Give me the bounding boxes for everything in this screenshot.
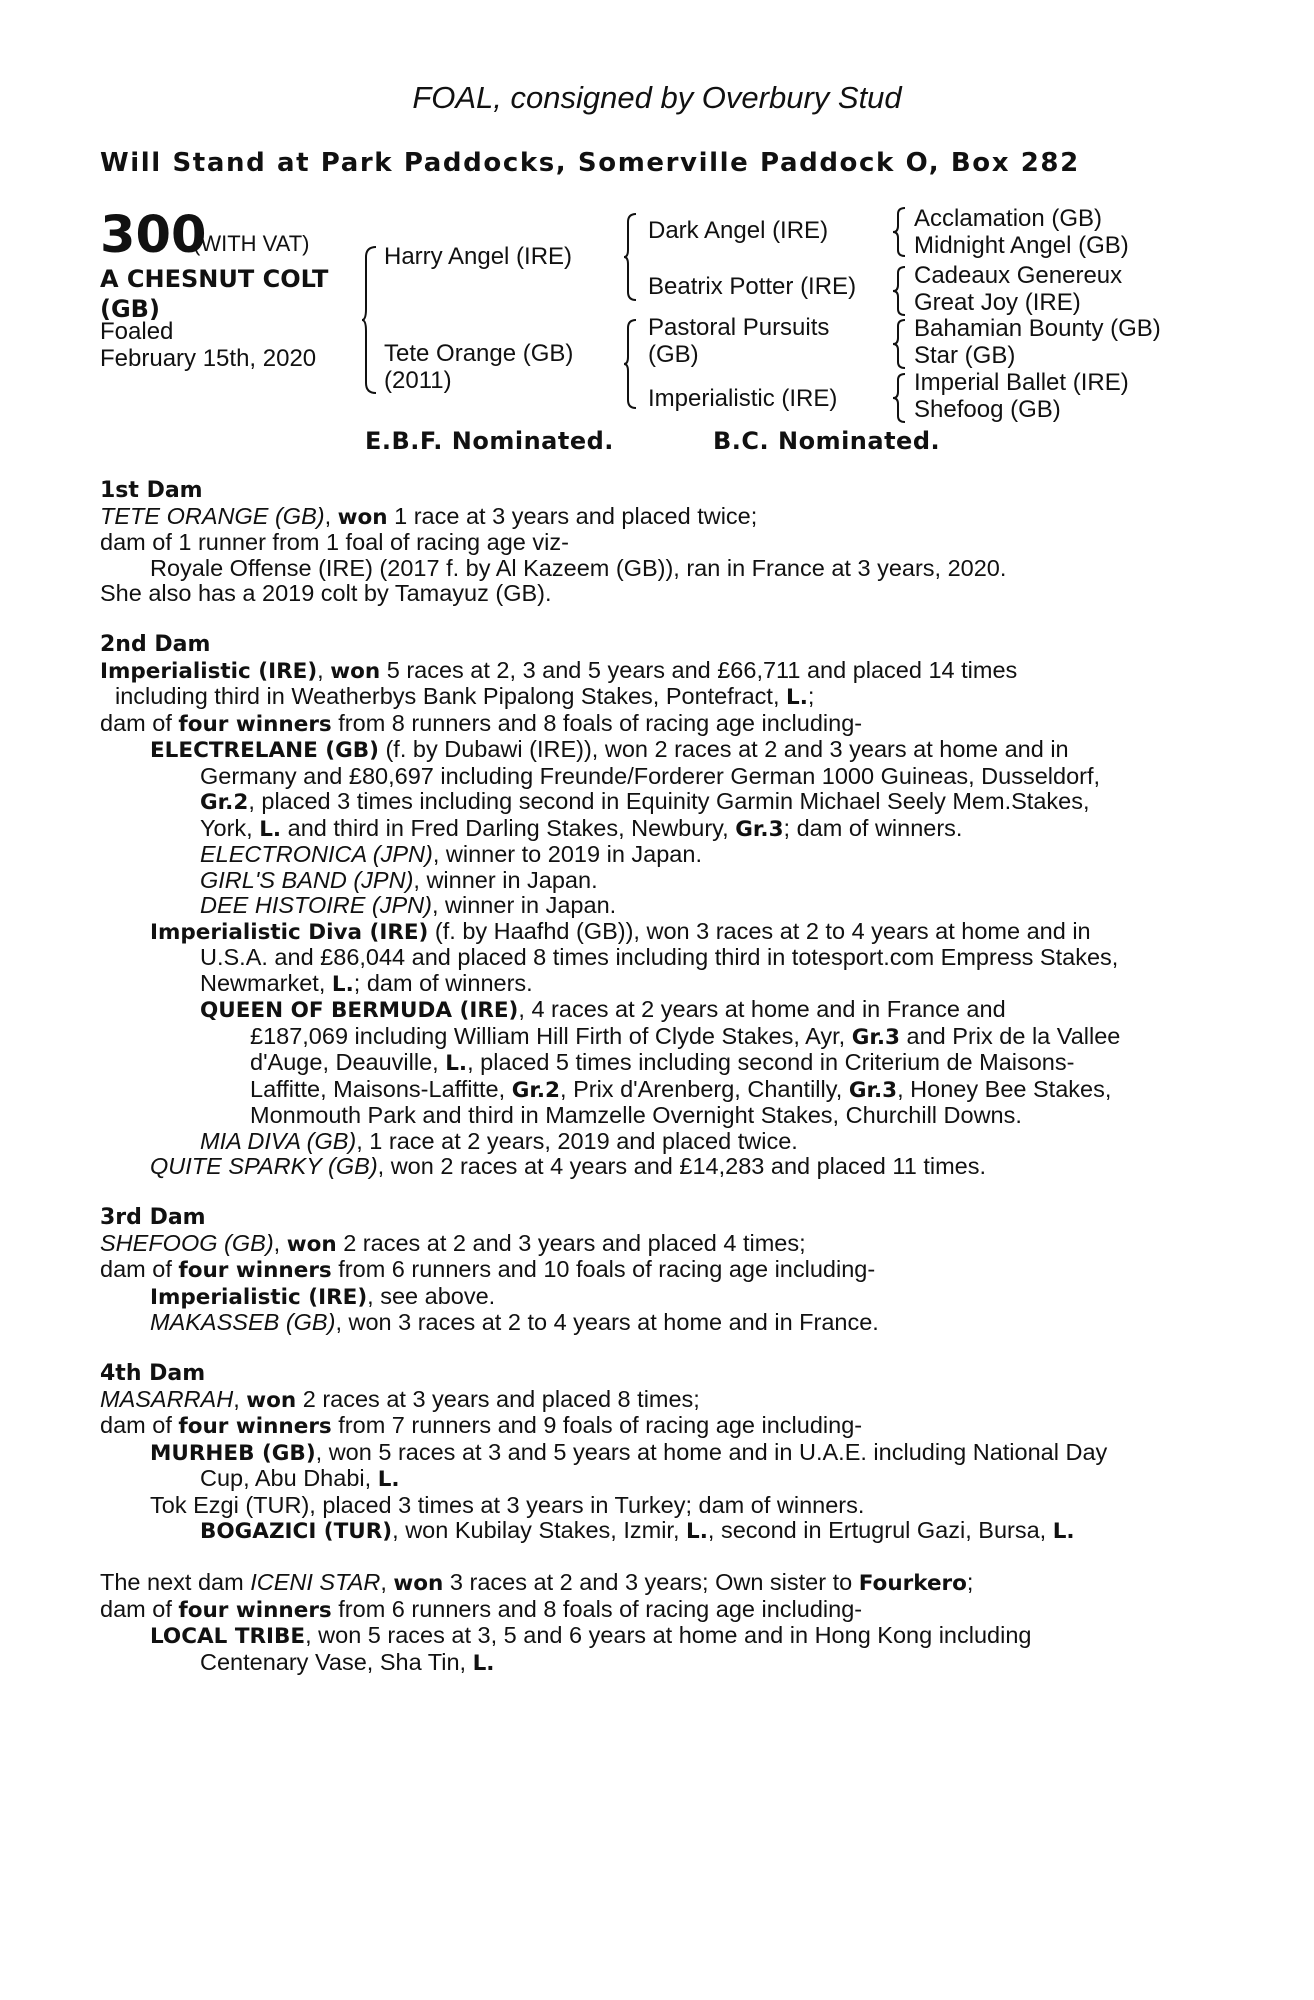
murheb-line1 [100, 1440, 1205, 1467]
horse-name: MASARRAH [100, 1385, 234, 1412]
record-text: and third in Fred Darling Stakes, Newbury, [281, 814, 736, 841]
listed-badge: L. [1052, 1519, 1075, 1544]
girls-band-line [100, 868, 1205, 894]
foaled-info [100, 318, 316, 372]
listed-badge: L. [331, 971, 354, 997]
horse-name: Imperialistic (IRE) [150, 1284, 368, 1310]
listed-badge: L. [445, 1051, 468, 1076]
third-dam-produce [100, 1257, 1205, 1284]
brace-left [362, 245, 378, 395]
foaled-label: Foaled [100, 318, 174, 345]
record-text: 2 races at 2 and 3 years and placed 4 times; [336, 1229, 806, 1256]
diva-line2: U.S.A. and £86,044 and placed 8 times including third in totesport.com Empress Stakes, [200, 944, 1119, 970]
record-text: 3 races at 2 and 3 years; Own sister to [443, 1569, 859, 1595]
horse-name: DEE HISTOIRE (JPN) [200, 892, 432, 918]
horse-name: ICENI STAR [250, 1569, 381, 1595]
produce-text: dam of [100, 1412, 179, 1438]
horse-name: Imperialistic Diva (IRE) [150, 919, 429, 945]
winners-count: four winners [178, 711, 332, 737]
local-tribe-line1 [100, 1623, 1205, 1650]
third-dam-record: SHEFOOG (GB), won 2 races at 2 and 3 years and placed 4 times; [100, 1229, 806, 1257]
horse-name: ELECTRELANE (GB) [150, 738, 379, 763]
record-text: ; dam of winners. [353, 969, 533, 996]
local-tribe-line2 [100, 1650, 1205, 1677]
record-text: , second in Ertugrul Gazi, Bursa, [707, 1517, 1053, 1543]
electrelane-line3 [100, 789, 1205, 816]
murheb-line2 [100, 1466, 1205, 1493]
dee-histoire-line [100, 893, 1205, 919]
record-text: , won 3 races at 2 to 4 years at home and in France. [335, 1309, 879, 1335]
produce-text: dam of [100, 1256, 179, 1282]
ss-dam: Midnight Angel (GB) [914, 232, 1129, 259]
sd-dam: Great Joy (IRE) [914, 289, 1081, 316]
record-text: (f. by Haafhd (GB)), won 3 races at 2 to 4 years at home and in [428, 917, 1091, 944]
first-dam-record: TETE ORANGE (GB), won 1 race at 3 years and placed twice; [100, 502, 758, 530]
qob-line4 [100, 1077, 1205, 1104]
horse-name: Fourkero [858, 1571, 967, 1596]
page-title: FOAL, consigned by Overbury Stud [412, 80, 902, 115]
record-text: , Honey Bee Stakes, [897, 1075, 1112, 1102]
group-badge: Gr.2 [511, 1077, 561, 1103]
diva-line3 [100, 971, 1205, 998]
horse-name: SHEFOOG (GB) [100, 1229, 274, 1256]
catalogue-body [100, 478, 1205, 1676]
record-text: , winner to 2019 in Japan. [432, 841, 702, 867]
record-text: York, [200, 814, 260, 841]
produce-text: from 7 runners and 9 foals of racing age including- [331, 1412, 863, 1438]
produce-text: from 6 runners and 10 foals of racing age including- [331, 1256, 876, 1282]
record-text: ; dam of winners. [783, 814, 963, 841]
brace-3d [893, 372, 907, 424]
punct: ; [807, 683, 815, 709]
stand-location: Will Stand at Park Paddocks, Somerville Paddock O, Box 282 [100, 148, 1080, 178]
qob-line2 [100, 1024, 1205, 1051]
record-text: The next dam [100, 1569, 251, 1595]
first-dam-heading: 1st Dam [100, 478, 203, 503]
first-dam-runner: Royale Offense (IRE) (2017 f. by Al Kazeem (GB)), ran in France at 3 years, 2020. [150, 554, 1007, 581]
group-badge: Gr.3 [848, 1077, 898, 1103]
ds-dam: Star (GB) [914, 342, 1016, 369]
record-text: including third in Weatherbys Bank Pipalong Stakes, Pontefract, [115, 683, 787, 709]
group-badge: Gr.3 [851, 1024, 901, 1050]
dam-name: Tete Orange (GB) [384, 340, 574, 367]
next-dam-record: The next dam ICENI STAR, won 3 races at 2 and 3 years; Own sister to Fourkero; [100, 1569, 974, 1596]
second-dam-produce [100, 711, 1205, 738]
fourth-dam-produce [100, 1413, 1205, 1440]
record-text: , winner in Japan. [413, 866, 598, 893]
record-text: Centenary Vase, Sha Tin, [200, 1648, 473, 1675]
lot-number: 300 [100, 206, 207, 265]
makasseb-line [100, 1310, 1205, 1336]
quite-sparky-line [100, 1154, 1205, 1180]
winners-count: four winners [178, 1258, 332, 1283]
electrelane-line1 [100, 737, 1205, 764]
record-text: , see above. [367, 1282, 496, 1309]
record-text: d'Auge, Deauville, [250, 1049, 446, 1075]
record-text: , won 5 races at 3, 5 and 6 years at home and in Hong Kong including [305, 1622, 1032, 1648]
listed-badge: L. [377, 1467, 400, 1492]
brace-sire-line [624, 212, 638, 302]
group-badge: Gr.3 [735, 816, 784, 842]
horse-name: LOCAL TRIBE [150, 1624, 306, 1649]
dam-sire-line1: Pastoral Pursuits [648, 314, 830, 341]
sire-sire: Dark Angel (IRE) [648, 217, 829, 244]
horse-name: QUITE SPARKY (GB) [150, 1153, 378, 1179]
fourth-dam-heading: 4th Dam [100, 1361, 206, 1386]
produce-text: dam of [100, 1595, 179, 1622]
next-dam-produce [100, 1597, 1205, 1624]
listed-badge: L. [472, 1650, 495, 1676]
horse-name: TETE ORANGE (GB) [100, 502, 325, 529]
electrelane-line4 [100, 816, 1205, 843]
bc-nominated: B.C. Nominated. [713, 427, 941, 455]
fourth-dam-record: MASARRAH, won 2 races at 3 years and placed 8 times; [100, 1385, 700, 1413]
record-text: , won Kubilay Stakes, Izmir, [392, 1517, 687, 1543]
bogazici-line [100, 1518, 1205, 1545]
second-dam-record-2 [100, 684, 1205, 711]
winners-count: four winners [178, 1597, 332, 1623]
sire-name: Harry Angel (IRE) [384, 243, 573, 270]
first-dam-produce: dam of 1 runner from 1 foal of racing age viz- [100, 529, 569, 555]
winners-count: four winners [178, 1414, 332, 1439]
record-text: , Prix d'Arenberg, Chantilly, [560, 1075, 849, 1102]
third-dam-heading: 3rd Dam [100, 1205, 206, 1230]
horse-name: MAKASSEB (GB) [150, 1309, 336, 1335]
record-text: Laffitte, Maisons-Laffitte, [250, 1075, 512, 1102]
record-text: , won 5 races at 3 and 5 years at home and in U.A.E. including National Day [315, 1438, 1108, 1465]
won-label: won [393, 1571, 444, 1596]
ss-sire: Acclamation (GB) [914, 205, 1103, 232]
horse-name: MURHEB (GB) [150, 1440, 316, 1466]
record-text: , winner in Japan. [431, 892, 617, 918]
record-text: 1 race at 3 years and placed twice; [387, 502, 758, 529]
lot-description: A CHESNUT COLT (GB) [100, 265, 329, 323]
brace-3b [893, 265, 907, 317]
dd-dam: Shefoog (GB) [914, 396, 1061, 423]
horse-name: Imperialistic (IRE) [100, 658, 318, 684]
won-label: won [337, 504, 388, 530]
mia-diva-line [100, 1129, 1205, 1155]
record-text: 2 races at 3 years and placed 8 times; [296, 1385, 700, 1412]
won-label: won [330, 658, 381, 684]
tok-ezgi-line: Tok Ezgi (TUR), placed 3 times at 3 years in Turkey; dam of winners. [150, 1491, 865, 1518]
sd-sire: Cadeaux Genereux [914, 262, 1123, 289]
record-text: and Prix de la Vallee [900, 1022, 1121, 1049]
produce-text: dam of [100, 709, 179, 736]
record-text: 5 races at 2, 3 and 5 years and £66,711 and placed 14 times [380, 656, 1018, 683]
second-dam-heading: 2nd Dam [100, 632, 211, 657]
won-label: won [286, 1231, 337, 1257]
horse-name: ELECTRONICA (JPN) [200, 841, 433, 867]
listed-badge: L. [259, 816, 282, 842]
record-text: Newmarket, [200, 969, 332, 996]
group-badge: Gr.2 [200, 790, 249, 815]
dd-sire: Imperial Ballet (IRE) [914, 369, 1129, 396]
produce-text: from 8 runners and 8 foals of racing age including- [331, 709, 863, 736]
imperialistic-line [100, 1284, 1205, 1311]
horse-name: BOGAZICI (TUR) [200, 1519, 393, 1544]
ebf-nominated: E.B.F. Nominated. [365, 427, 614, 455]
ds-sire: Bahamian Bounty (GB) [914, 315, 1161, 342]
first-dam-also: She also has a 2019 colt by Tamayuz (GB). [100, 580, 552, 606]
foaled-date: February 15th, 2020 [100, 345, 317, 372]
diva-line1 [100, 919, 1205, 946]
second-dam-record: Imperialistic (IRE), won 5 races at 2, 3 and 5 years and £66,711 and placed 14 times [100, 656, 1018, 684]
record-text: , won 2 races at 4 years and £14,283 and placed 11 times. [377, 1153, 986, 1179]
record-text: , 1 race at 2 years, 2019 and placed twice. [356, 1127, 798, 1154]
dam-year: (2011) [384, 367, 452, 394]
record-text: £187,069 including William Hill Firth of Clyde Stakes, Ayr, [250, 1022, 852, 1049]
qob-line1 [100, 997, 1205, 1024]
electrelane-line2: Germany and £80,697 including Freunde/Forderer German 1000 Guineas, Dusseldorf, [200, 762, 1101, 789]
record-text: , placed 3 times including second in Equinity Garmin Michael Seely Mem.Stakes, [248, 788, 1090, 814]
horse-name: MIA DIVA (GB) [200, 1127, 357, 1154]
produce-text: from 6 runners and 8 foals of racing age including- [331, 1595, 863, 1622]
record-text: , 4 races at 2 years at home and in France and [518, 996, 1006, 1022]
dam-dam: Imperialistic (IRE) [648, 385, 838, 412]
brace-dam-line [624, 318, 638, 410]
listed-badge: L. [786, 685, 808, 710]
sire-dam: Beatrix Potter (IRE) [648, 273, 857, 300]
record-text: (f. by Dubawi (IRE)), won 2 races at 2 and 3 years at home and in [378, 736, 1069, 762]
electronica-line [100, 842, 1205, 868]
punct: ; [966, 1569, 974, 1595]
vat-note: (WITH VAT) [193, 231, 310, 256]
dam-sire-line2: (GB) [648, 341, 699, 368]
listed-badge: L. [686, 1519, 708, 1544]
brace-3c [893, 318, 907, 370]
brace-3a [893, 206, 907, 258]
won-label: won [246, 1387, 297, 1413]
qob-line5: Monmouth Park and third in Mamzelle Overnight Stakes, Churchill Downs. [250, 1102, 1022, 1128]
horse-name: GIRL'S BAND (JPN) [200, 866, 414, 893]
record-text: Cup, Abu Dhabi, [200, 1465, 378, 1491]
record-text: , placed 5 times including second in Criterium de Maisons- [467, 1049, 1075, 1075]
qob-line3 [100, 1050, 1205, 1077]
horse-name: QUEEN OF BERMUDA (IRE) [200, 998, 519, 1023]
